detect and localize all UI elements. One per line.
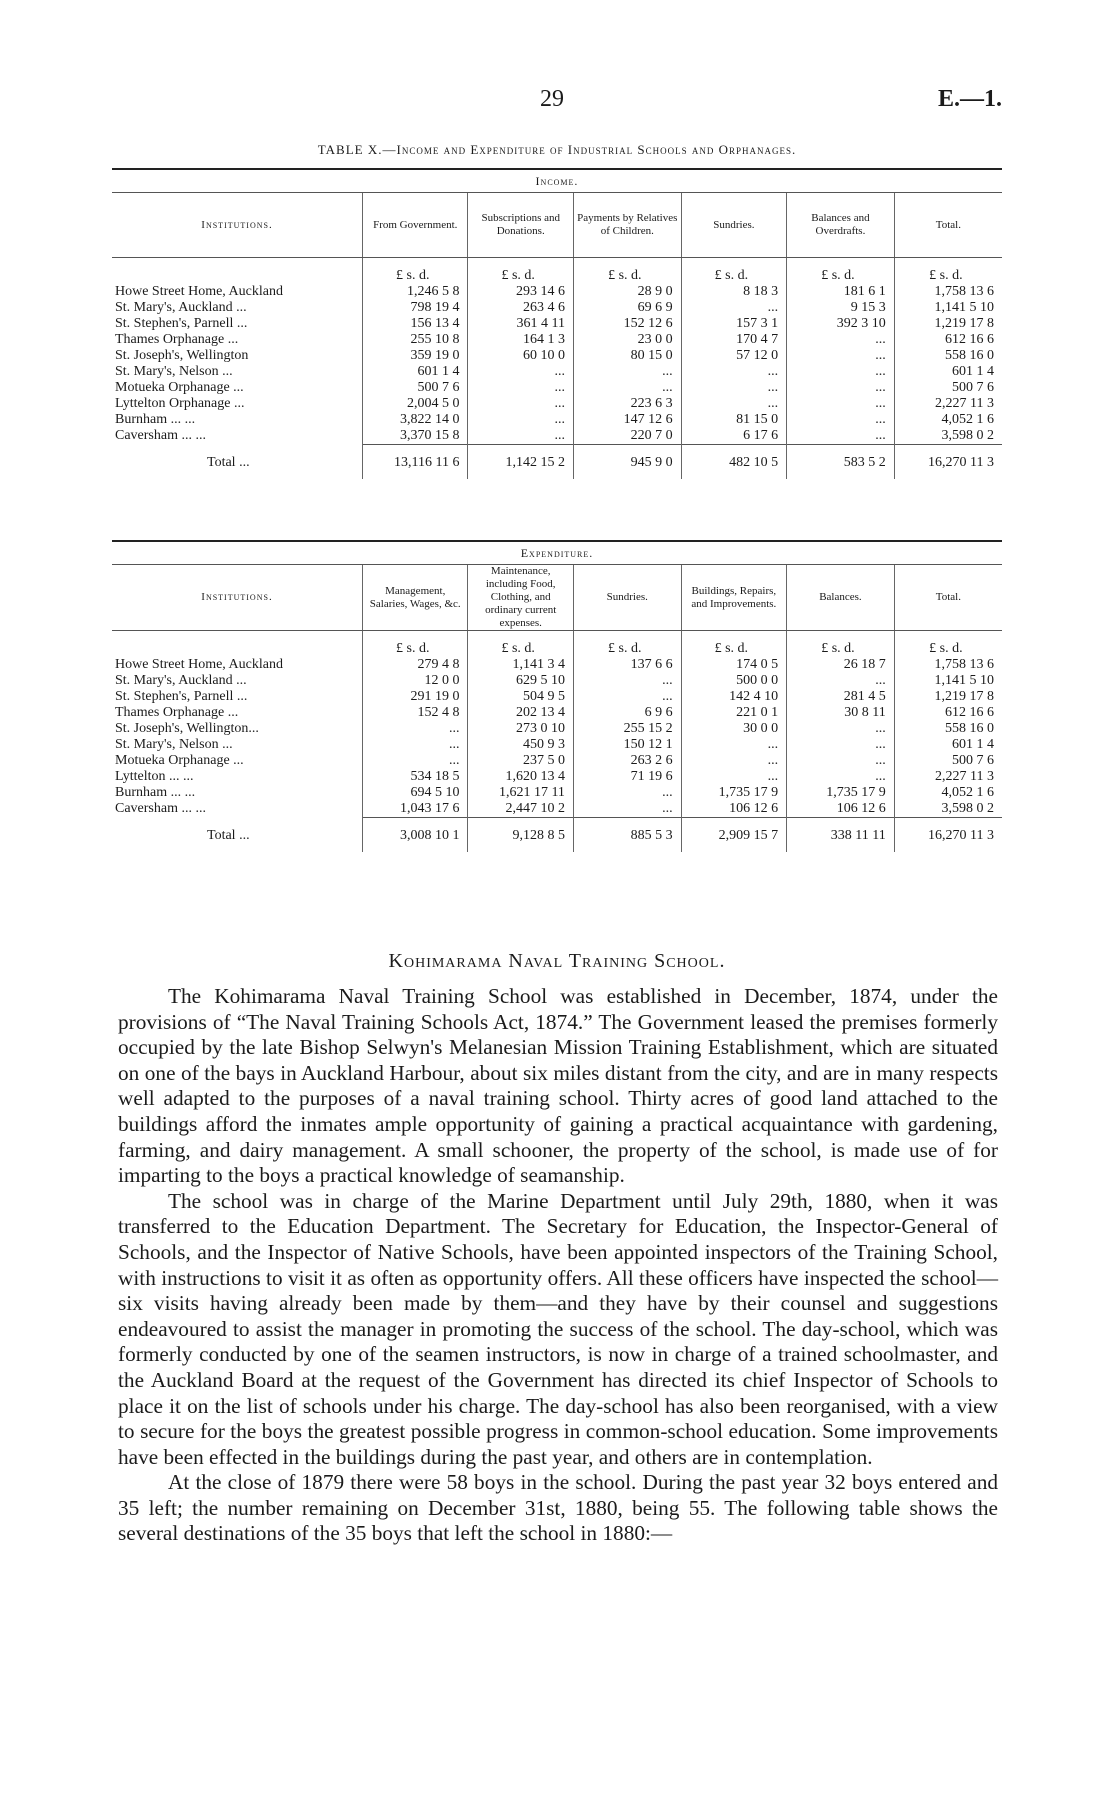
amount-cell: 500 7 6: [363, 380, 468, 396]
amount-cell: ...: [468, 380, 573, 396]
amount-cell: 2,004 5 0: [363, 396, 468, 412]
amount-cell: 1,735 17 9: [787, 785, 895, 801]
income-units-row: [112, 258, 1002, 285]
expenditure-column-header: Total.: [894, 565, 1002, 631]
units-label: £ s. d.: [681, 631, 786, 658]
amount-cell: 612 16 6: [894, 332, 1002, 348]
amount-cell: 6 9 6: [573, 705, 681, 721]
table-row: [112, 673, 1002, 689]
units-label: £ s. d.: [573, 258, 681, 285]
amount-cell: 9 15 3: [787, 300, 895, 316]
expenditure-column-header: Maintenance, including Food, Clothing, and ordinary current expenses.: [468, 565, 573, 631]
amount-cell: 170 4 7: [681, 332, 786, 348]
amount-cell: 1,620 13 4: [468, 769, 573, 785]
amount-cell: 583 5 2: [787, 445, 895, 480]
expenditure-section-label: Expenditure.: [112, 541, 1002, 565]
amount-cell: 1,246 5 8: [363, 284, 468, 300]
amount-cell: 3,008 10 1: [363, 818, 468, 853]
body-text: [118, 984, 998, 1547]
amount-cell: ...: [363, 737, 468, 753]
expenditure-column-header: Buildings, Repairs, and Improvements.: [681, 565, 786, 631]
amount-cell: 601 1 4: [894, 364, 1002, 380]
amount-cell: ...: [787, 737, 895, 753]
amount-cell: 255 15 2: [573, 721, 681, 737]
amount-cell: ...: [787, 380, 895, 396]
amount-cell: 450 9 3: [468, 737, 573, 753]
amount-cell: 28 9 0: [573, 284, 681, 300]
amount-cell: 885 5 3: [573, 818, 681, 853]
amount-cell: 2,227 11 3: [894, 769, 1002, 785]
document-reference: E.—1.: [937, 86, 1002, 112]
amount-cell: ...: [468, 412, 573, 428]
institution-name: St. Mary's, Nelson ...: [115, 737, 233, 752]
amount-cell: 4,052 1 6: [894, 412, 1002, 428]
institution-name: Total ...: [207, 454, 250, 470]
paragraph: The school was in charge of the Marine Department until July 29th, 1880, when it was transferred to the Education Department. The Secretary for Education, the Inspector-General of Schools, and the Inspector of Native Schools, have been appointed inspectors of the Training School, with instructions to visit it as often as opportunity offers. All these officers have inspected the school—six visits having already been made by them—and they have by their counsel and suggestions endeavoured to assist the manager in promoting the success of the school. The day-school, which was formerly conducted by one of the seamen instructors, is now in charge of a trained schoolmaster, and the Auckland Board at the request of the Government has directed its chief Inspector of Schools to place it on the list of schools under his charge. The day-school has also been reorganised, with a view to secure for the boys the greatest possible progress in common-school education. Some improvements have been effected in the buildings during the past year, and others are in contemplation.: [118, 1188, 998, 1469]
institution-name: St. Stephen's, Parnell ...: [115, 689, 248, 704]
total-row: [112, 818, 1002, 853]
institution-name: St. Stephen's, Parnell ...: [115, 316, 248, 331]
amount-cell: 359 19 0: [363, 348, 468, 364]
amount-cell: 558 16 0: [894, 721, 1002, 737]
institution-name: St. Mary's, Auckland ...: [115, 673, 247, 688]
amount-cell: 558 16 0: [894, 348, 1002, 364]
amount-cell: ...: [681, 753, 786, 769]
amount-cell: ...: [787, 721, 895, 737]
amount-cell: 534 18 5: [363, 769, 468, 785]
income-column-header: Institutions.: [112, 193, 363, 258]
amount-cell: 1,735 17 9: [681, 785, 786, 801]
amount-cell: 57 12 0: [681, 348, 786, 364]
amount-cell: 26 18 7: [787, 657, 895, 673]
amount-cell: 392 3 10: [787, 316, 895, 332]
amount-cell: ...: [787, 753, 895, 769]
income-column-headers: [112, 193, 1002, 258]
units-label: £ s. d.: [363, 631, 468, 658]
amount-cell: 174 0 5: [681, 657, 786, 673]
institution-name: Howe Street Home, Auckland: [115, 657, 283, 672]
amount-cell: ...: [573, 801, 681, 818]
amount-cell: 1,141 3 4: [468, 657, 573, 673]
units-label: £ s. d.: [681, 258, 786, 285]
amount-cell: 16,270 11 3: [894, 818, 1002, 853]
amount-cell: ...: [363, 721, 468, 737]
expenditure-column-header: Management, Salaries, Wages, &c.: [363, 565, 468, 631]
amount-cell: 237 5 0: [468, 753, 573, 769]
amount-cell: 612 16 6: [894, 705, 1002, 721]
expenditure-column-headers: [112, 565, 1002, 631]
amount-cell: ...: [681, 380, 786, 396]
paragraph: The Kohimarama Naval Training School was established in December, 1874, under the provisions of “The Naval Training Schools Act, 1874.” The Government leased the premises formerly occupied by the late Bishop Selwyn's Melanesian Mission Training Establishment, which are situated on one of the bays in Auckland Harbour, about six miles distant from the city, and are in many respects well adapted to the purposes of a naval training school. Thirty acres of good land attached to the buildings afford the inmates ample opportunity of gaining a practical acquaintance with gardening, farming, and dairy management. A small schooner, the property of the school, is made use of for imparting to the boys a practical knowledge of seamanship.: [118, 984, 998, 1188]
amount-cell: 152 4 8: [363, 705, 468, 721]
institution-name: Burnham ... ...: [115, 785, 196, 800]
amount-cell: 2,227 11 3: [894, 396, 1002, 412]
units-blank: [112, 631, 363, 658]
units-blank: [112, 258, 363, 285]
amount-cell: ...: [468, 428, 573, 445]
table-row: [112, 300, 1002, 316]
table-row: [112, 689, 1002, 705]
amount-cell: 181 6 1: [787, 284, 895, 300]
units-label: £ s. d.: [468, 631, 573, 658]
table-row: [112, 785, 1002, 801]
units-label: £ s. d.: [573, 631, 681, 658]
institution-name: Caversham ... ...: [115, 428, 206, 444]
amount-cell: 1,758 13 6: [894, 284, 1002, 300]
expenditure-table: [112, 540, 1002, 852]
amount-cell: 945 9 0: [573, 445, 681, 480]
table-row: [112, 364, 1002, 380]
amount-cell: 156 13 4: [363, 316, 468, 332]
amount-cell: 500 7 6: [894, 753, 1002, 769]
amount-cell: 3,598 0 2: [894, 428, 1002, 445]
amount-cell: 1,142 15 2: [468, 445, 573, 480]
amount-cell: 255 10 8: [363, 332, 468, 348]
expenditure-units-row: [112, 631, 1002, 658]
table-row: [112, 705, 1002, 721]
amount-cell: ...: [681, 364, 786, 380]
amount-cell: 1,758 13 6: [894, 657, 1002, 673]
amount-cell: ...: [681, 396, 786, 412]
amount-cell: 291 19 0: [363, 689, 468, 705]
amount-cell: ...: [573, 673, 681, 689]
amount-cell: 106 12 6: [787, 801, 895, 818]
units-label: £ s. d.: [894, 258, 1002, 285]
amount-cell: 221 0 1: [681, 705, 786, 721]
institution-name: Motueka Orphanage ...: [115, 380, 244, 395]
amount-cell: ...: [468, 396, 573, 412]
amount-cell: 150 12 1: [573, 737, 681, 753]
amount-cell: 1,141 5 10: [894, 300, 1002, 316]
units-label: £ s. d.: [363, 258, 468, 285]
table-row: [112, 428, 1002, 445]
amount-cell: 9,128 8 5: [468, 818, 573, 853]
amount-cell: 2,909 15 7: [681, 818, 786, 853]
units-label: £ s. d.: [894, 631, 1002, 658]
amount-cell: ...: [573, 364, 681, 380]
amount-cell: 3,370 15 8: [363, 428, 468, 445]
income-table: [112, 168, 1002, 479]
amount-cell: 293 14 6: [468, 284, 573, 300]
amount-cell: ...: [787, 412, 895, 428]
amount-cell: 202 13 4: [468, 705, 573, 721]
income-column-header: Subscriptions and Donations.: [468, 193, 573, 258]
amount-cell: ...: [787, 673, 895, 689]
institution-name: Caversham ... ...: [115, 801, 206, 817]
amount-cell: 69 6 9: [573, 300, 681, 316]
income-column-header: From Government.: [363, 193, 468, 258]
table-row: [112, 721, 1002, 737]
amount-cell: ...: [787, 769, 895, 785]
table-row: [112, 380, 1002, 396]
amount-cell: 1,219 17 8: [894, 689, 1002, 705]
amount-cell: 157 3 1: [681, 316, 786, 332]
amount-cell: 137 6 6: [573, 657, 681, 673]
amount-cell: 281 4 5: [787, 689, 895, 705]
section-heading: Kohimarama Naval Training School.: [388, 950, 726, 972]
amount-cell: 629 5 10: [468, 673, 573, 689]
amount-cell: 601 1 4: [363, 364, 468, 380]
table-row: [112, 737, 1002, 753]
amount-cell: ...: [573, 689, 681, 705]
institution-name: Burnham ... ...: [115, 412, 196, 427]
institution-name: Thames Orphanage ...: [115, 705, 239, 720]
income-column-header: Balances and Overdrafts.: [787, 193, 895, 258]
amount-cell: 12 0 0: [363, 673, 468, 689]
institution-name: St. Mary's, Auckland ...: [115, 300, 247, 315]
amount-cell: 220 7 0: [573, 428, 681, 445]
amount-cell: 152 12 6: [573, 316, 681, 332]
amount-cell: ...: [787, 348, 895, 364]
amount-cell: 71 19 6: [573, 769, 681, 785]
amount-cell: 273 0 10: [468, 721, 573, 737]
amount-cell: 504 9 5: [468, 689, 573, 705]
amount-cell: 60 10 0: [468, 348, 573, 364]
amount-cell: ...: [787, 364, 895, 380]
amount-cell: 798 19 4: [363, 300, 468, 316]
amount-cell: 30 0 0: [681, 721, 786, 737]
amount-cell: 6 17 6: [681, 428, 786, 445]
table-row: [112, 396, 1002, 412]
amount-cell: ...: [787, 428, 895, 445]
amount-cell: 4,052 1 6: [894, 785, 1002, 801]
institution-name: St. Joseph's, Wellington: [115, 348, 249, 363]
amount-cell: ...: [787, 332, 895, 348]
income-column-header: Payments by Relatives of Children.: [573, 193, 681, 258]
income-section-label: Income.: [112, 169, 1002, 193]
expenditure-column-header: Sundries.: [573, 565, 681, 631]
table-row: [112, 753, 1002, 769]
amount-cell: ...: [681, 300, 786, 316]
units-label: £ s. d.: [787, 631, 895, 658]
amount-cell: ...: [681, 769, 786, 785]
amount-cell: 3,822 14 0: [363, 412, 468, 428]
table-row: [112, 316, 1002, 332]
units-label: £ s. d.: [468, 258, 573, 285]
institution-name: Thames Orphanage ...: [115, 332, 239, 347]
amount-cell: ...: [363, 753, 468, 769]
page-number: 29: [540, 86, 564, 112]
amount-cell: 482 10 5: [681, 445, 786, 480]
amount-cell: 81 15 0: [681, 412, 786, 428]
amount-cell: 263 2 6: [573, 753, 681, 769]
amount-cell: 106 12 6: [681, 801, 786, 818]
amount-cell: 500 0 0: [681, 673, 786, 689]
amount-cell: ...: [468, 364, 573, 380]
amount-cell: 23 0 0: [573, 332, 681, 348]
amount-cell: 142 4 10: [681, 689, 786, 705]
amount-cell: 30 8 11: [787, 705, 895, 721]
amount-cell: 338 11 11: [787, 818, 895, 853]
institution-name: Motueka Orphanage ...: [115, 753, 244, 768]
amount-cell: 694 5 10: [363, 785, 468, 801]
amount-cell: 16,270 11 3: [894, 445, 1002, 480]
amount-cell: 1,043 17 6: [363, 801, 468, 818]
table-row: [112, 412, 1002, 428]
amount-cell: 1,219 17 8: [894, 316, 1002, 332]
table-row: [112, 657, 1002, 673]
table-row: [112, 332, 1002, 348]
amount-cell: 80 15 0: [573, 348, 681, 364]
amount-cell: 1,141 5 10: [894, 673, 1002, 689]
paragraph: At the close of 1879 there were 58 boys in the school. During the past year 32 boys entered and 35 left; the number remaining on December 31st, 1880, being 55. The following table shows the several destinations of the 35 boys that left the school in 1880:—: [118, 1470, 998, 1546]
amount-cell: 164 1 3: [468, 332, 573, 348]
total-row: [112, 445, 1002, 480]
amount-cell: 361 4 11: [468, 316, 573, 332]
amount-cell: 601 1 4: [894, 737, 1002, 753]
amount-cell: 13,116 11 6: [363, 445, 468, 480]
units-label: £ s. d.: [787, 258, 895, 285]
table-title: TABLE X.—Income and Expenditure of Industrial Schools and Orphanages.: [317, 142, 797, 157]
amount-cell: ...: [573, 380, 681, 396]
income-column-header: Total.: [894, 193, 1002, 258]
amount-cell: ...: [787, 396, 895, 412]
amount-cell: ...: [681, 737, 786, 753]
page-header: [0, 86, 1114, 116]
amount-cell: 2,447 10 2: [468, 801, 573, 818]
institution-name: Total ...: [207, 827, 250, 843]
amount-cell: 3,598 0 2: [894, 801, 1002, 818]
institution-name: Lyttelton Orphanage ...: [115, 396, 245, 411]
amount-cell: 500 7 6: [894, 380, 1002, 396]
table-row: [112, 284, 1002, 300]
amount-cell: 263 4 6: [468, 300, 573, 316]
table-row: [112, 769, 1002, 785]
expenditure-column-header: Balances.: [787, 565, 895, 631]
amount-cell: 147 12 6: [573, 412, 681, 428]
institution-name: Howe Street Home, Auckland: [115, 284, 283, 299]
amount-cell: 1,621 17 11: [468, 785, 573, 801]
institution-name: St. Mary's, Nelson ...: [115, 364, 233, 379]
table-row: [112, 801, 1002, 818]
amount-cell: 279 4 8: [363, 657, 468, 673]
institution-name: St. Joseph's, Wellington...: [115, 721, 259, 736]
amount-cell: 8 18 3: [681, 284, 786, 300]
amount-cell: 223 6 3: [573, 396, 681, 412]
amount-cell: ...: [573, 785, 681, 801]
income-column-header: Sundries.: [681, 193, 786, 258]
institution-name: Lyttelton ... ...: [115, 769, 194, 784]
expenditure-column-header: Institutions.: [112, 565, 363, 631]
table-row: [112, 348, 1002, 364]
